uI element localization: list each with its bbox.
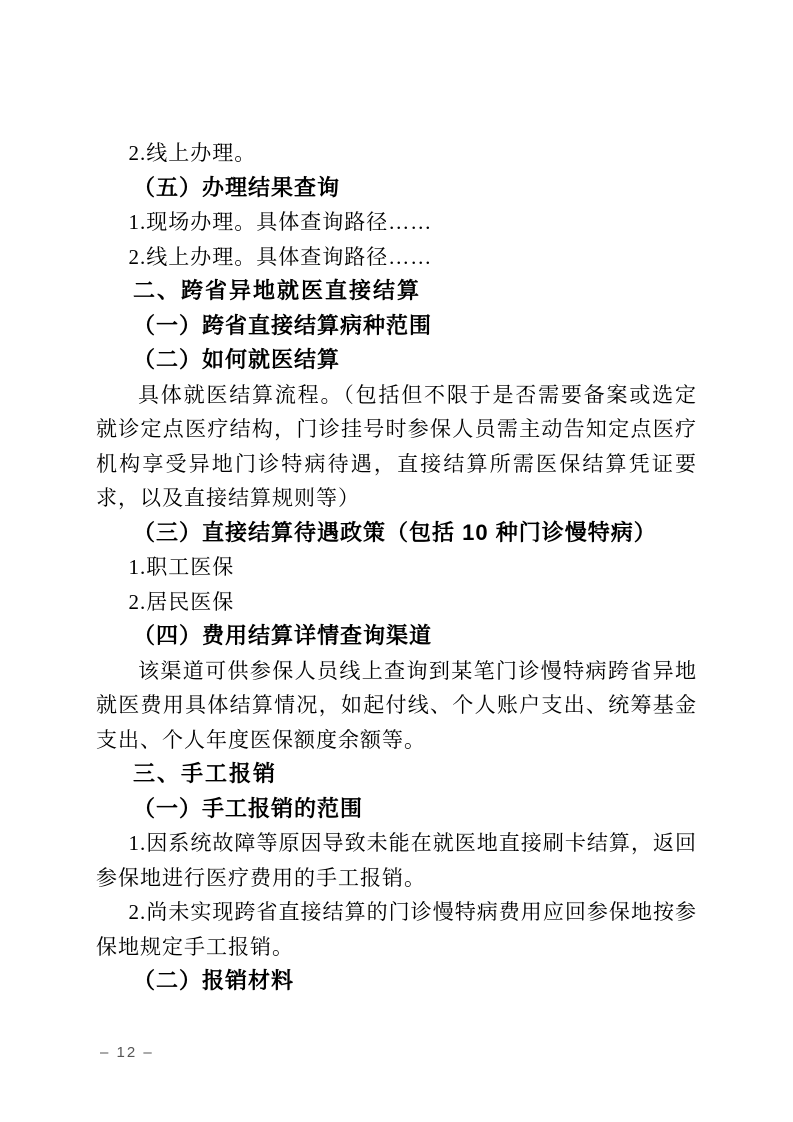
heading-level-1: 二、跨省异地就医直接结算 (133, 278, 422, 303)
body-paragraph: 2.线上办理。具体查询路径…… (128, 244, 433, 269)
body-paragraph: 1.因系统故障等原因导致未能在就医地直接刷卡结算，返回参保地进行医疗费用的手工报销。 (96, 831, 697, 890)
body-paragraph: 1.现场办理。具体查询路径…… (128, 210, 433, 234)
body-paragraph: 该渠道可供参保人员线上查询到某笔门诊慢特病跨省异地就医费用具体结算情况，如起付线、个人账户支出、统筹基金支出、个人年度医保额度余额等。 (96, 658, 697, 752)
heading-level-2: （二）报销材料 (133, 968, 295, 993)
heading-level-2: （五）办理结果查询 (133, 174, 341, 200)
page-number: – 12 – (100, 1044, 154, 1061)
body-paragraph: 2.线上办理。 (128, 141, 257, 165)
heading-level-2: （一）手工报销的范围 (133, 795, 364, 821)
document-content (96, 136, 697, 999)
heading-level-2: （四）费用结算详情查询渠道 (133, 623, 433, 648)
body-paragraph: 2.尚未实现跨省直接结算的门诊慢特病费用应回参保地按参保地规定手工报销。 (96, 900, 697, 959)
body-paragraph: 1.职工医保 (128, 555, 235, 579)
heading-level-2: （三）直接结算待遇政策（包括 10 种门诊慢特病） (133, 519, 657, 545)
heading-level-1: 三、手工报销 (133, 761, 278, 786)
body-paragraph: 具体就医结算流程。（包括但不限于是否需要备案或选定就诊定点医疗结构，门诊挂号时参保人员需主动告知定点医疗机构享受异地门诊特病待遇，直接结算所需医保结算凭证要求，以及直接结算规则等） (96, 382, 697, 510)
heading-level-2: （一）跨省直接结算病种范围 (133, 312, 433, 338)
heading-level-2: （二）如何就医结算 (133, 347, 341, 372)
body-paragraph: 2.居民医保 (128, 589, 235, 614)
